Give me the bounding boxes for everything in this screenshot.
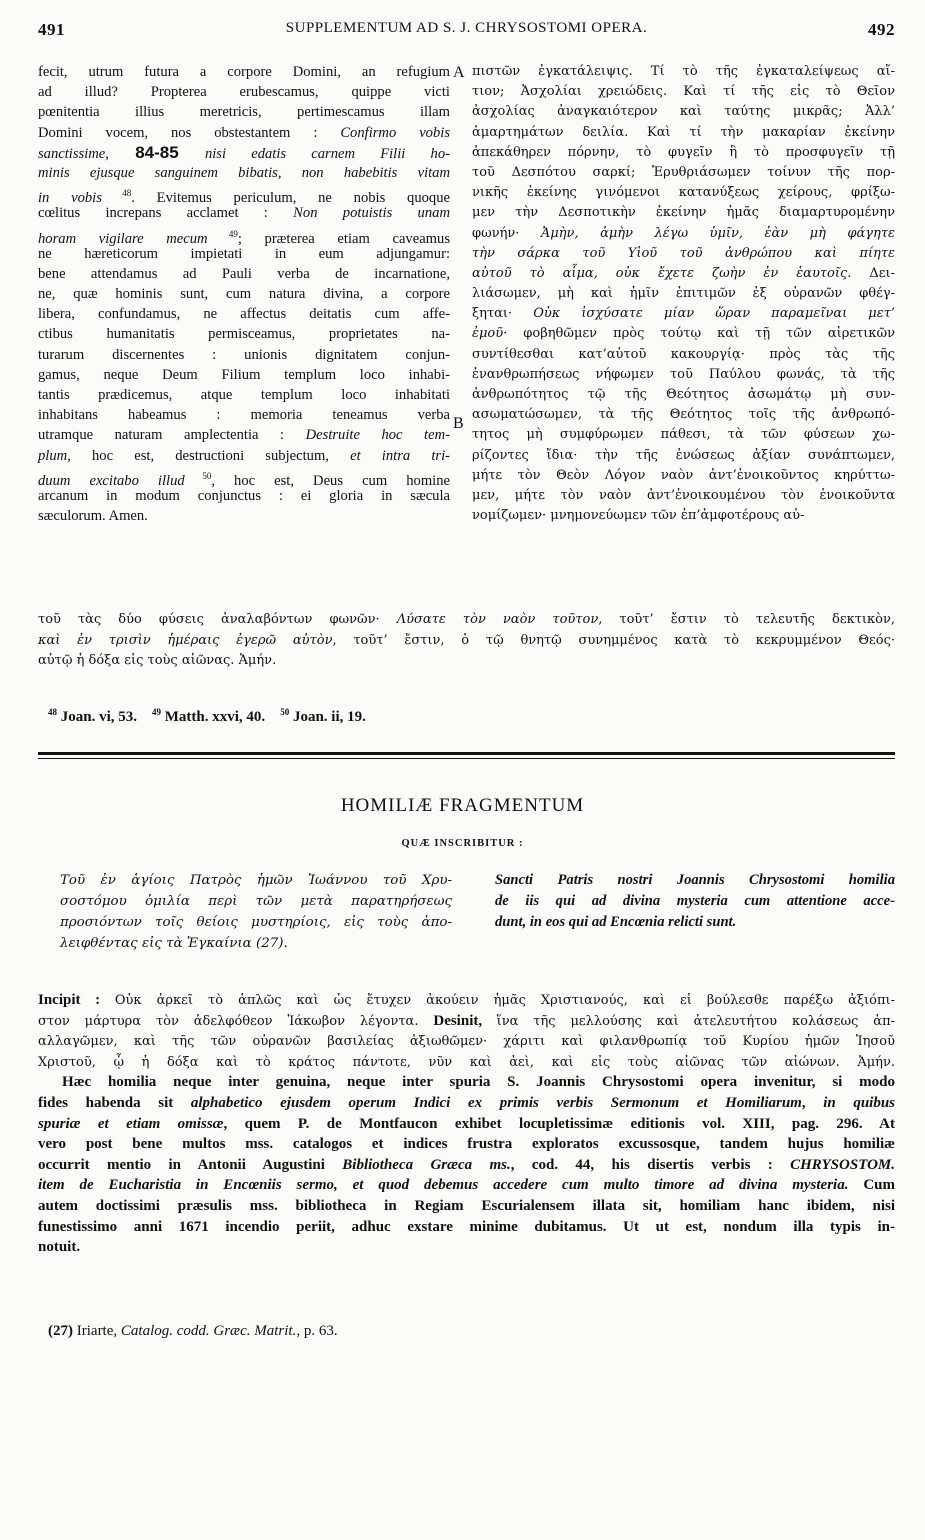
text-line [472, 62, 895, 82]
text-segment: μεν, μήτε τὸν ναὸν ἀντ’ἐνοικουμένου τὸν ἐνοικοῦντα [472, 487, 895, 503]
text-segment: . Evitemus periculum, ne nobis quoque [131, 189, 450, 206]
footnote-49: $^{49}$ Matth. xxvi, 40. [152, 707, 266, 725]
text-segment: spuriæ et etiam omissæ [38, 1115, 224, 1132]
greek-continuation [38, 610, 895, 672]
text-line [472, 345, 895, 365]
text-segment: cœlitus increpans acclamet : [38, 205, 294, 222]
text-segment: ασωματώσωμεν, τὰ τῆς Θεότητος τοῖς τῆς ἀνθρωπό- [472, 407, 895, 423]
text-line [38, 1031, 895, 1052]
text-segment: , cod. 44, his disertis verbis : [510, 1156, 791, 1173]
column-marker-b: B [453, 415, 464, 432]
text-segment: , hoc est, Deus cum homine [211, 472, 451, 489]
text-segment: sanctissime, [38, 145, 109, 162]
text-segment: tantis prædicemus, atque templum loco inhabitati [38, 387, 450, 403]
text-segment: vero post bene multos mss. catalogos et indices frustra exploratos excussosque, tandem hujus homiliæ [38, 1136, 895, 1153]
text-line [38, 284, 450, 304]
title-greek [60, 870, 452, 954]
text-line [472, 304, 895, 324]
text-line [472, 385, 895, 405]
text-line [472, 244, 895, 264]
text-segment: Οὐκ ἰσχύσατε μίαν ὥραν παραμεῖναι μετ’ [533, 306, 896, 322]
text-segment: nisi edatis carnem Filii ho- [204, 145, 450, 162]
text-segment: item de Eucharistia in Encœniis sermo, et quod debemus accedere cum multo timore ad divina mysteria. [38, 1177, 849, 1194]
running-header [38, 20, 895, 50]
title-greek-line: προσιόντων τοῖς θείοις μυστηρίοις, εἰς τοὺς ἀπο- [60, 915, 452, 930]
text-line [38, 244, 450, 264]
text-line [38, 163, 450, 183]
text-line [38, 631, 895, 652]
text-segment: Cum [848, 1177, 896, 1194]
text-segment: αὐτῷ ἡ δόξα εἰς τοὺς αἰῶνας. Ἀμήν. [38, 653, 277, 668]
text-segment: πιστῶν ἐγκατάλειψις. Τί τὸ τῆς ἐγκαταλείψεως αἴ- [472, 64, 895, 79]
title-greek-line: Τοῦ ἐν ἁγίοις Πατρὸς ἡμῶν Ἰωάννου τοῦ Χρυ- [60, 873, 452, 888]
text-line [38, 1093, 895, 1114]
text-line [38, 425, 450, 445]
text-segment: τιον; Ἀσχολίαι χρειώδεις. Καὶ τί τῆς εἰς τὸ Θεῖον [472, 84, 895, 100]
footnote-50: $^{50}$ Joan. ii, 19. [280, 707, 366, 725]
text-line [38, 610, 895, 631]
running-title: SUPPLEMENTUM AD S. J. CHRYSOSTOMI OPERA. [285, 20, 648, 36]
text-line [38, 82, 450, 102]
text-line [472, 506, 895, 526]
text-segment: Confirmo vobis [340, 124, 450, 141]
text-segment: duum excitabo illud [38, 472, 185, 489]
text-segment: , [801, 1094, 824, 1111]
text-segment: Hæc homilia neque inter genuina, neque inter spuria S. Joannis Chrysostomi opera invenitur, si modo [62, 1074, 895, 1091]
text-segment: , quem P. de Montfaucon exhibet locupletissimæ editionis vol. XIII, pag. 296. At [223, 1115, 895, 1132]
text-segment: turarum discernentes : unionis dignitatem conjun- [38, 346, 450, 363]
text-segment: ἐμοῦ· [472, 326, 508, 342]
text-segment: ἁμαρτημάτων δειλία. Καὶ τί τὴν μακαρίαν ἐκείνην [472, 124, 895, 140]
text-line [472, 405, 895, 425]
text-line [472, 466, 895, 486]
text-line [472, 102, 895, 122]
text-segment: plum, [38, 447, 71, 464]
text-segment: utramque naturam amplectentia : [38, 427, 306, 444]
text-segment: ad illud? Propterea erubescamus, quippe victi [38, 84, 450, 101]
title-greek-line: λειφθέντας εἰς τὰ Ἐγκαίνια (27). [60, 936, 288, 951]
text-segment: τοῦ Δεσπότου σαρκί; Ἐρυθριάσωμεν τοίνυν τῆς πορ- [472, 164, 895, 180]
text-segment: Δει- [851, 265, 895, 281]
text-segment: ἀσχολίας ἀναγκαιότερον καὶ ταύτης μικρᾶς; Ἀλλ’ [472, 104, 895, 120]
text-line [38, 1011, 895, 1032]
title-greek-line: σοστόμου ὁμιλία περὶ τῶν μετὰ παρατηρήσεως [60, 894, 452, 909]
text-segment: ρίζοντες ἴδια· τὴν τῆς ἑνώσεως ἀξίαν συνάπτωμεν, [472, 447, 895, 463]
text-line [38, 1217, 895, 1238]
text-segment: τητος μὴ συμφύρωμεν πάθεσι, τὰ τῶν φύσεων χω- [472, 427, 895, 443]
text-line [472, 486, 895, 506]
text-segment: inhabitans habeamus : memoria teneamus verba [38, 407, 450, 424]
footnote-ref: 48 [101, 188, 132, 199]
text-segment: Λύσατε τὸν ναὸν τοῦτον [396, 612, 599, 627]
text-segment: συντίθεσθαι κατ’αὐτοῦ κακουργίᾳ· πρὸς τὰς τῆς [472, 346, 895, 362]
text-line [472, 264, 895, 284]
text-segment: φοβηθῶμεν πρὸς τούτῳ καὶ τῇ τῶν αἱρετικῶν [507, 326, 895, 342]
text-segment: 84-85 [108, 142, 205, 162]
text-segment: occurrit mentio in Antonii Augustini [38, 1156, 343, 1173]
text-line [38, 1072, 895, 1093]
text-line [38, 651, 895, 672]
text-line [472, 365, 895, 385]
text-segment: hoc est, destructioni subjectum, [70, 447, 351, 464]
text-segment: τὴν σάρκα τοῦ Υἱοῦ τοῦ ἀνθρώπου καὶ πίητε [472, 245, 895, 261]
body-text [38, 990, 895, 1258]
text-segment: στον μάρτυρα τὸν ἀδελφόθεον Ἰάκωβον λέγοντα. [38, 1013, 434, 1029]
text-line [472, 324, 895, 344]
text-segment: , τοῦτ’ ἔστιν, ὁ τῷ θνητῷ συνημμένος κατὰ τὸ κεκρυμμένον Θεός· [332, 632, 895, 648]
text-segment: φωνήν· [472, 225, 541, 241]
text-segment: alphabetico ejusdem operum Indici ex primis verbis Sermonum et Homiliarum [190, 1094, 802, 1111]
text-line [38, 1155, 895, 1176]
section-subtitle: QUÆ INSCRIBITUR : [401, 838, 524, 849]
text-line [38, 304, 450, 324]
text-segment: sæculorum. Amen. [38, 508, 148, 525]
text-line [472, 425, 895, 445]
text-line [38, 1052, 895, 1073]
text-line [38, 324, 450, 344]
text-line [472, 284, 895, 304]
latin-column [38, 62, 450, 526]
text-segment: Incipit : [38, 992, 115, 1008]
text-segment: CHRYSOSTOM. [790, 1156, 896, 1173]
text-segment: autem doctissimi præsulis mss. bibliotheca in Regiam Escurialensem illata sit, homiliam hanc ibidem, nisi [38, 1197, 895, 1214]
text-line [38, 183, 450, 206]
title-latin-line: dunt, in eos qui ad Encœnia relicti sunt. [495, 914, 737, 930]
text-segment: funestissimo anni 1671 incendio periit, adhuc exstare minime dubitamus. Ut ut est, nondum illa typis in- [38, 1218, 895, 1235]
title-latin [495, 870, 895, 933]
text-line [38, 385, 450, 405]
text-segment: , τοῦτ’ ἔστιν τὸ τελευτῆς δεκτικὸν, [598, 612, 895, 627]
text-segment: μεν τὴν Δεσποτικὴν ἐκείνην ἡμᾶς διαμαρτυρομένην [472, 205, 895, 221]
text-line [38, 143, 450, 163]
text-segment: ξηται· [472, 306, 534, 322]
text-line [38, 1237, 895, 1258]
text-segment: arcanum in modum conjunctus : ei gloria in sæcula [38, 487, 450, 504]
text-segment: gamus, neque Deum Filium templum loco inhabi- [38, 366, 450, 383]
text-segment: ἀπεκάθηρεν πόρνην, τὸ φυγεῖν ἢ τὸ προσφυγεῖν τῇ [472, 144, 895, 160]
column-marker-a: A [453, 64, 465, 81]
footnote-ref: 50 [184, 470, 212, 481]
section-title: HOMILIÆ FRAGMENTUM [340, 795, 585, 816]
text-line [38, 506, 450, 526]
text-segment: αλλαγῶμεν, καὶ τῆς τῶν οὐρανῶν βασιλείας ἀξιωθῶμεν· χάριτι καὶ φιλανθρωπίᾳ τοῦ Κυρίου ἡμῶν Ἰησοῦ [38, 1034, 895, 1050]
text-line [38, 203, 450, 223]
text-segment: Bibliotheca Græca ms. [342, 1156, 511, 1173]
text-segment: ἵνα τῆς μελλούσης καὶ ἀτελευτήτου κολάσεως ἀπ- [496, 1013, 896, 1029]
text-line [472, 82, 895, 102]
text-segment: in quibus [823, 1094, 896, 1111]
text-line [472, 183, 895, 203]
text-line [38, 486, 450, 506]
text-segment: et intra tri- [350, 447, 450, 464]
text-line [472, 123, 895, 143]
text-line [38, 990, 895, 1011]
page-number-left: 491 [38, 20, 65, 39]
text-line [472, 203, 895, 223]
text-segment: Non potuistis unam [293, 205, 450, 222]
text-line [38, 1196, 895, 1217]
text-segment: καὶ ἐν τρισὶν ἡμέραις ἐγερῶ αὐτὸν [38, 632, 333, 648]
text-segment: Destruite hoc tem- [305, 427, 450, 444]
text-line [38, 466, 451, 489]
footnote-27: (27) Iriarte, Catalog. codd. Græc. Matrit., p. 63. [48, 1323, 338, 1339]
text-segment: λιάσωμεν, μὴ καὶ ἡμῖν ἐπιτιμῶν ἐξ οὐρανῶν φθέγ- [472, 286, 895, 302]
text-line [38, 405, 450, 425]
text-line [472, 446, 895, 466]
text-line [38, 123, 450, 143]
section-divider [38, 752, 895, 755]
text-segment: Οὐκ ἀρκεῖ τὸ ἁπλῶς καὶ ὡς ἔτυχεν ἀκούειν ἡμᾶς Χριστιανούς, καὶ εἰ βούλεσθε παρέξω ἀξιόπι- [114, 993, 895, 1008]
text-segment: ctibus humanitatis permisceamus, proprietates na- [38, 326, 450, 343]
text-line [38, 102, 450, 122]
text-segment: ; præterea etiam caveamus [237, 230, 450, 247]
title-latin-line: de iis qui ad divina mysteria cum attentione acce- [495, 893, 895, 909]
text-line [38, 345, 450, 365]
text-segment: νικῆς ἐκείνης γινόμενοι κατανύξεως χείρους, φρίξω- [472, 185, 895, 201]
text-segment: ne hæreticorum impietati in eum adjungamur: [38, 245, 450, 262]
text-segment: fecit, utrum futura a corpore Domini, an refugium [38, 64, 450, 80]
text-segment: ne, quæ hominis sunt, cum natura divina, a corpore [38, 286, 450, 303]
text-segment: pœnitentia illius meretricis, pertimescamus illam [38, 104, 450, 121]
text-segment: νομίζωμεν· μνημονεύωμεν τῶν ἐπ’ἀμφοτέρους αὐ- [472, 508, 805, 524]
title-latin-line: Sancti Patris nostri Joannis Chrysostomi homilia [495, 872, 895, 888]
footnotes-top [48, 707, 366, 726]
text-segment: Desinit, [433, 1012, 497, 1029]
text-segment: Ἀμὴν, ἀμὴν λέγω ὑμῖν, ἐὰν μὴ φάγητε [540, 225, 895, 241]
text-segment: αὐτοῦ τὸ αἷμα, οὐκ ἔχετε ζωὴν ἐν ἑαυτοῖς. [472, 265, 852, 281]
text-segment: in vobis [38, 189, 102, 206]
greek-column [472, 62, 895, 526]
text-segment: τοῦ τὰς δύο φύσεις ἀναλαβόντων φωνῶν· [38, 612, 397, 627]
text-line [38, 62, 450, 82]
text-segment: ἐνανθρωπήσεως νήφωμεν τοῦ Παύλου φωνάς, τὰ τῆς [472, 366, 895, 382]
text-segment: bene attendamus ad Pauli verba de incarnatione, [38, 265, 450, 282]
text-line [38, 365, 450, 385]
text-segment: horam vigilare mecum [38, 230, 208, 247]
text-line [472, 143, 895, 163]
text-segment: fides habenda sit [38, 1094, 191, 1111]
page-number-right: 492 [868, 20, 895, 39]
text-line [38, 1134, 895, 1155]
footnote-ref: 49 [207, 228, 238, 239]
text-segment: Domini vocem, nos obstestantem : [38, 124, 341, 141]
text-line [38, 1175, 895, 1196]
text-segment: μήτε τὸν Θεὸν Λόγον ναὸν ἀντ’ἐνοικοῦντος κηρύττω- [472, 467, 895, 483]
section-divider-thin [38, 758, 895, 759]
text-line [38, 1114, 895, 1135]
text-segment: Χριστοῦ, ᾧ ἡ δόξα καὶ τὸ κράτος πάντοτε, νῦν καὶ ἀεὶ, καὶ εἰς τοὺς αἰῶνας τῶν αἰώνων. Ἀμήν. [38, 1054, 895, 1070]
text-line [38, 264, 450, 284]
text-segment: notuit. [38, 1239, 81, 1256]
text-line [38, 224, 450, 247]
text-line [472, 224, 895, 244]
text-line [472, 163, 895, 183]
text-segment: ἀνθρωπότητος τῷ τῆς Θεότητος ἀσωμάτῳ μὴ συν- [472, 387, 895, 402]
text-segment: libera, confundamus, ne affectus deitatis cum affe- [38, 306, 450, 323]
text-segment: minis ejusque sanguinem bibatis, non habebitis vitam [38, 164, 450, 181]
footnote-48: $^{48}$ Joan. vi, 53. [48, 707, 138, 725]
text-line [38, 446, 450, 466]
